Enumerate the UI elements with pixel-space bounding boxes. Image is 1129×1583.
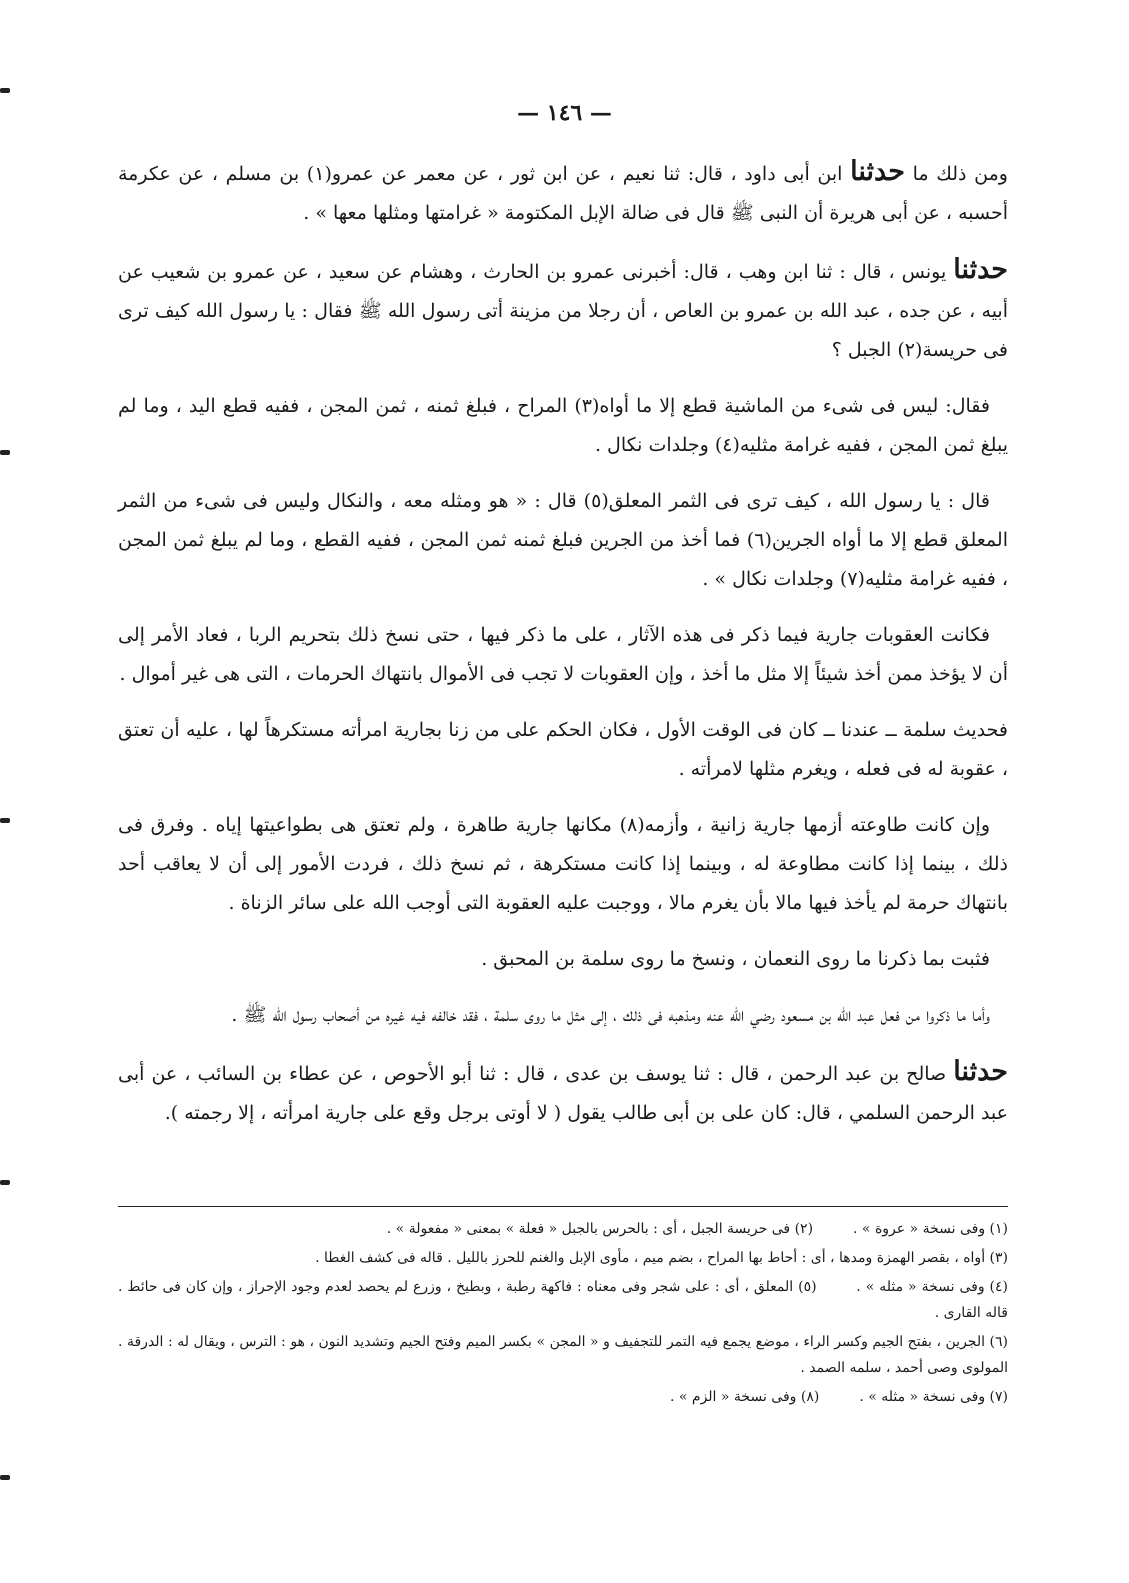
- scan-edge-mark: [0, 1475, 10, 1480]
- footnote-divider: [118, 1206, 1008, 1207]
- paragraph-text: صالح بن عبد الرحمن ، قال : ثنا يوسف بن عدى ، قال : ثنا أبو الأحوص ، عن عطاء بن السائب ، عن أبى عبد الرحمن السلمي ، قال: كان على بن أبى طالب يقول ( لا أوتى برجل وقع على جارية امرأته ، إلا رجمته ).: [118, 1063, 1008, 1124]
- paragraph-text: وإن كانت طاوعته أزمها جارية زانية ، وأزمه(٨) مكانها جارية طاهرة ، ولم تعتق هى بطواعيتها إياه . وفرق فى ذلك ، بينما إذا كانت مطاوعة له ، وبينما إذا كانت مستكرهة ، ثم نسخ ذلك ، فردت الأمور إلى أن لا يعاقب أحد بانتهاك حرمة لم يأخذ فيها مالا بأن يغرم مالا ، ووجبت عليه العقوبة التى أوجب الله على سائر الزناة .: [118, 814, 1008, 914]
- footnote-3: (٣) أواه ، بقصر الهمزة ومدها ، أى : أحاط بها المراح ، بضم ميم ، مأوى الإبل والغنم للحرز بالليل . قاله فى كشف الغطا .: [315, 1250, 1008, 1266]
- paragraph-text: فثبت بما ذكرنا ما روى النعمان ، ونسخ ما روى سلمة بن المحبق .: [481, 948, 990, 970]
- footnote-5: (٥) المعلق ، أى : على شجر وفى معناه : فاكهة رطبة ، وبطيخ ، وزرع لم يحصد لعدم وجود الإحراز ، وإن كان فى حائط . قاله القارى .: [118, 1279, 1008, 1321]
- paragraph-text: فقال: ليس فى شىء من الماشية قطع إلا ما أواه(٣) المراح ، فبلغ ثمنه ، ثمن المجن ، ففيه قطع اليد ، وما لم يبلغ ثمن المجن ، ففيه غرامة مثليه(٤) وجلدات نكال .: [118, 395, 1008, 456]
- footnote-1: (١) وفى نسخة « عروة » .: [853, 1221, 1008, 1237]
- footnote-row: [118, 1384, 1008, 1410]
- footnote-row: [118, 1274, 1008, 1326]
- scan-edge-mark: [0, 818, 10, 823]
- paragraph: [118, 250, 1008, 370]
- paragraph: [118, 616, 1008, 694]
- paragraph: [118, 387, 1008, 465]
- paragraph: [118, 711, 1008, 789]
- hadith-keyword: حدثنا: [953, 254, 1008, 285]
- paragraph-text: وأما ما ذكروا من فعل عبد الله بن مسعود رضي الله عنه ومذهبه فى ذلك ، إلى مثل ما روى سلمة ، فقد خالفه فيه غيره من أصحاب رسول الله ﷺ .: [231, 1004, 990, 1026]
- body-text: [118, 152, 1008, 1150]
- footnote-8: (٨) وفى نسخة « الزم » .: [669, 1389, 820, 1405]
- paragraph-text: قال : يا رسول الله ، كيف ترى فى الثمر المعلق(٥) قال : « هو ومثله معه ، والنكال وليس فى شىء من الثمر المعلق قطع إلا ما أواه الجرين(٦) فما أخذ من الجرين فبلغ ثمنه ثمن المجن ، ففيه القطع ، وما لم يبلغ ثمن المجن ، ففيه غرامة مثليه(٧) وجلدات نكال » .: [118, 490, 1008, 590]
- scan-edge-mark: [0, 88, 10, 93]
- paragraph-text: فحديث سلمة ــ عندنا ــ كان فى الوقت الأول ، فكان الحكم على من زنا بجارية امرأته مستكرهاً لها ، عليه أن تعتق ، عقوبة له فى فعله ، ويغرم مثلها لامرأته .: [118, 719, 1008, 780]
- footnote-2: (٢) فى حريسة الجبل ، أى : بالحرس بالجبل « فعلة » بمعنى « مفعولة » .: [386, 1221, 814, 1237]
- paragraph: [118, 996, 1008, 1035]
- paragraph: [118, 1052, 1008, 1133]
- footnote-4: (٤) وفى نسخة « مثله » .: [856, 1279, 1009, 1295]
- footnote-6: (٦) الجرين ، بفتح الجيم وكسر الراء ، موضع يجمع فيه التمر للتجفيف و « المجن » بكسر الميم وفتح الجيم وتشديد النون ، هو : الترس ، ويقال له : الدرقة . المولوى وصى أحمد ، سلمه الصمد .: [118, 1334, 1008, 1376]
- paragraph: [118, 806, 1008, 923]
- paragraph-lead: ومن ذلك ما: [904, 163, 1008, 185]
- scan-edge-mark: [0, 1180, 10, 1185]
- footnote-7: (٧) وفى نسخة « مثله » .: [859, 1389, 1008, 1405]
- paragraph: [118, 940, 1008, 979]
- footnote-row: [118, 1216, 1008, 1242]
- footnotes: [118, 1216, 1008, 1413]
- paragraph-text: يونس ، قال : ثنا ابن وهب ، قال: أخبرنى عمرو بن الحارث ، وهشام عن سعيد ، عن عمرو بن شعيب عن أبيه ، عن جده ، عبد الله بن عمرو بن العاص ، أن رجلا من مزينة أتى رسول الله ﷺ فقال : يا رسول الله كيف ترى فى حريسة(٢) الجبل ؟: [118, 261, 1008, 361]
- hadith-keyword: حدثنا: [850, 156, 905, 187]
- hadith-keyword: حدثنا: [953, 1056, 1008, 1087]
- footnote-spacer: [822, 1279, 852, 1295]
- paragraph: [118, 152, 1008, 233]
- paragraph-text: فكانت العقوبات جارية فيما ذكر فى هذه الآثار ، على ما ذكر فيها ، حتى نسخ ذلك بتحريم الربا ، فعاد الأمر إلى أن لا يؤخذ ممن أخذ شيئاً إلا مثل ما أخذ ، وإن العقوبات لا تجب فى الأموال بانتهاك الحرمات ، التى هى غير أموال .: [118, 624, 1008, 685]
- paragraph-text: ابن أبى داود ، قال: ثنا نعيم ، عن ابن ثور ، عن معمر عن عمرو(١) بن مسلم ، عن عكرمة أحسبه ، عن أبى هريرة أن النبى ﷺ قال فى ضالة الإبل المكتومة « غرامتها ومثلها معها » .: [118, 163, 1008, 224]
- page-number: — ١٤٦ —: [517, 100, 612, 126]
- scan-edge-mark: [0, 450, 10, 455]
- paragraph: [118, 482, 1008, 599]
